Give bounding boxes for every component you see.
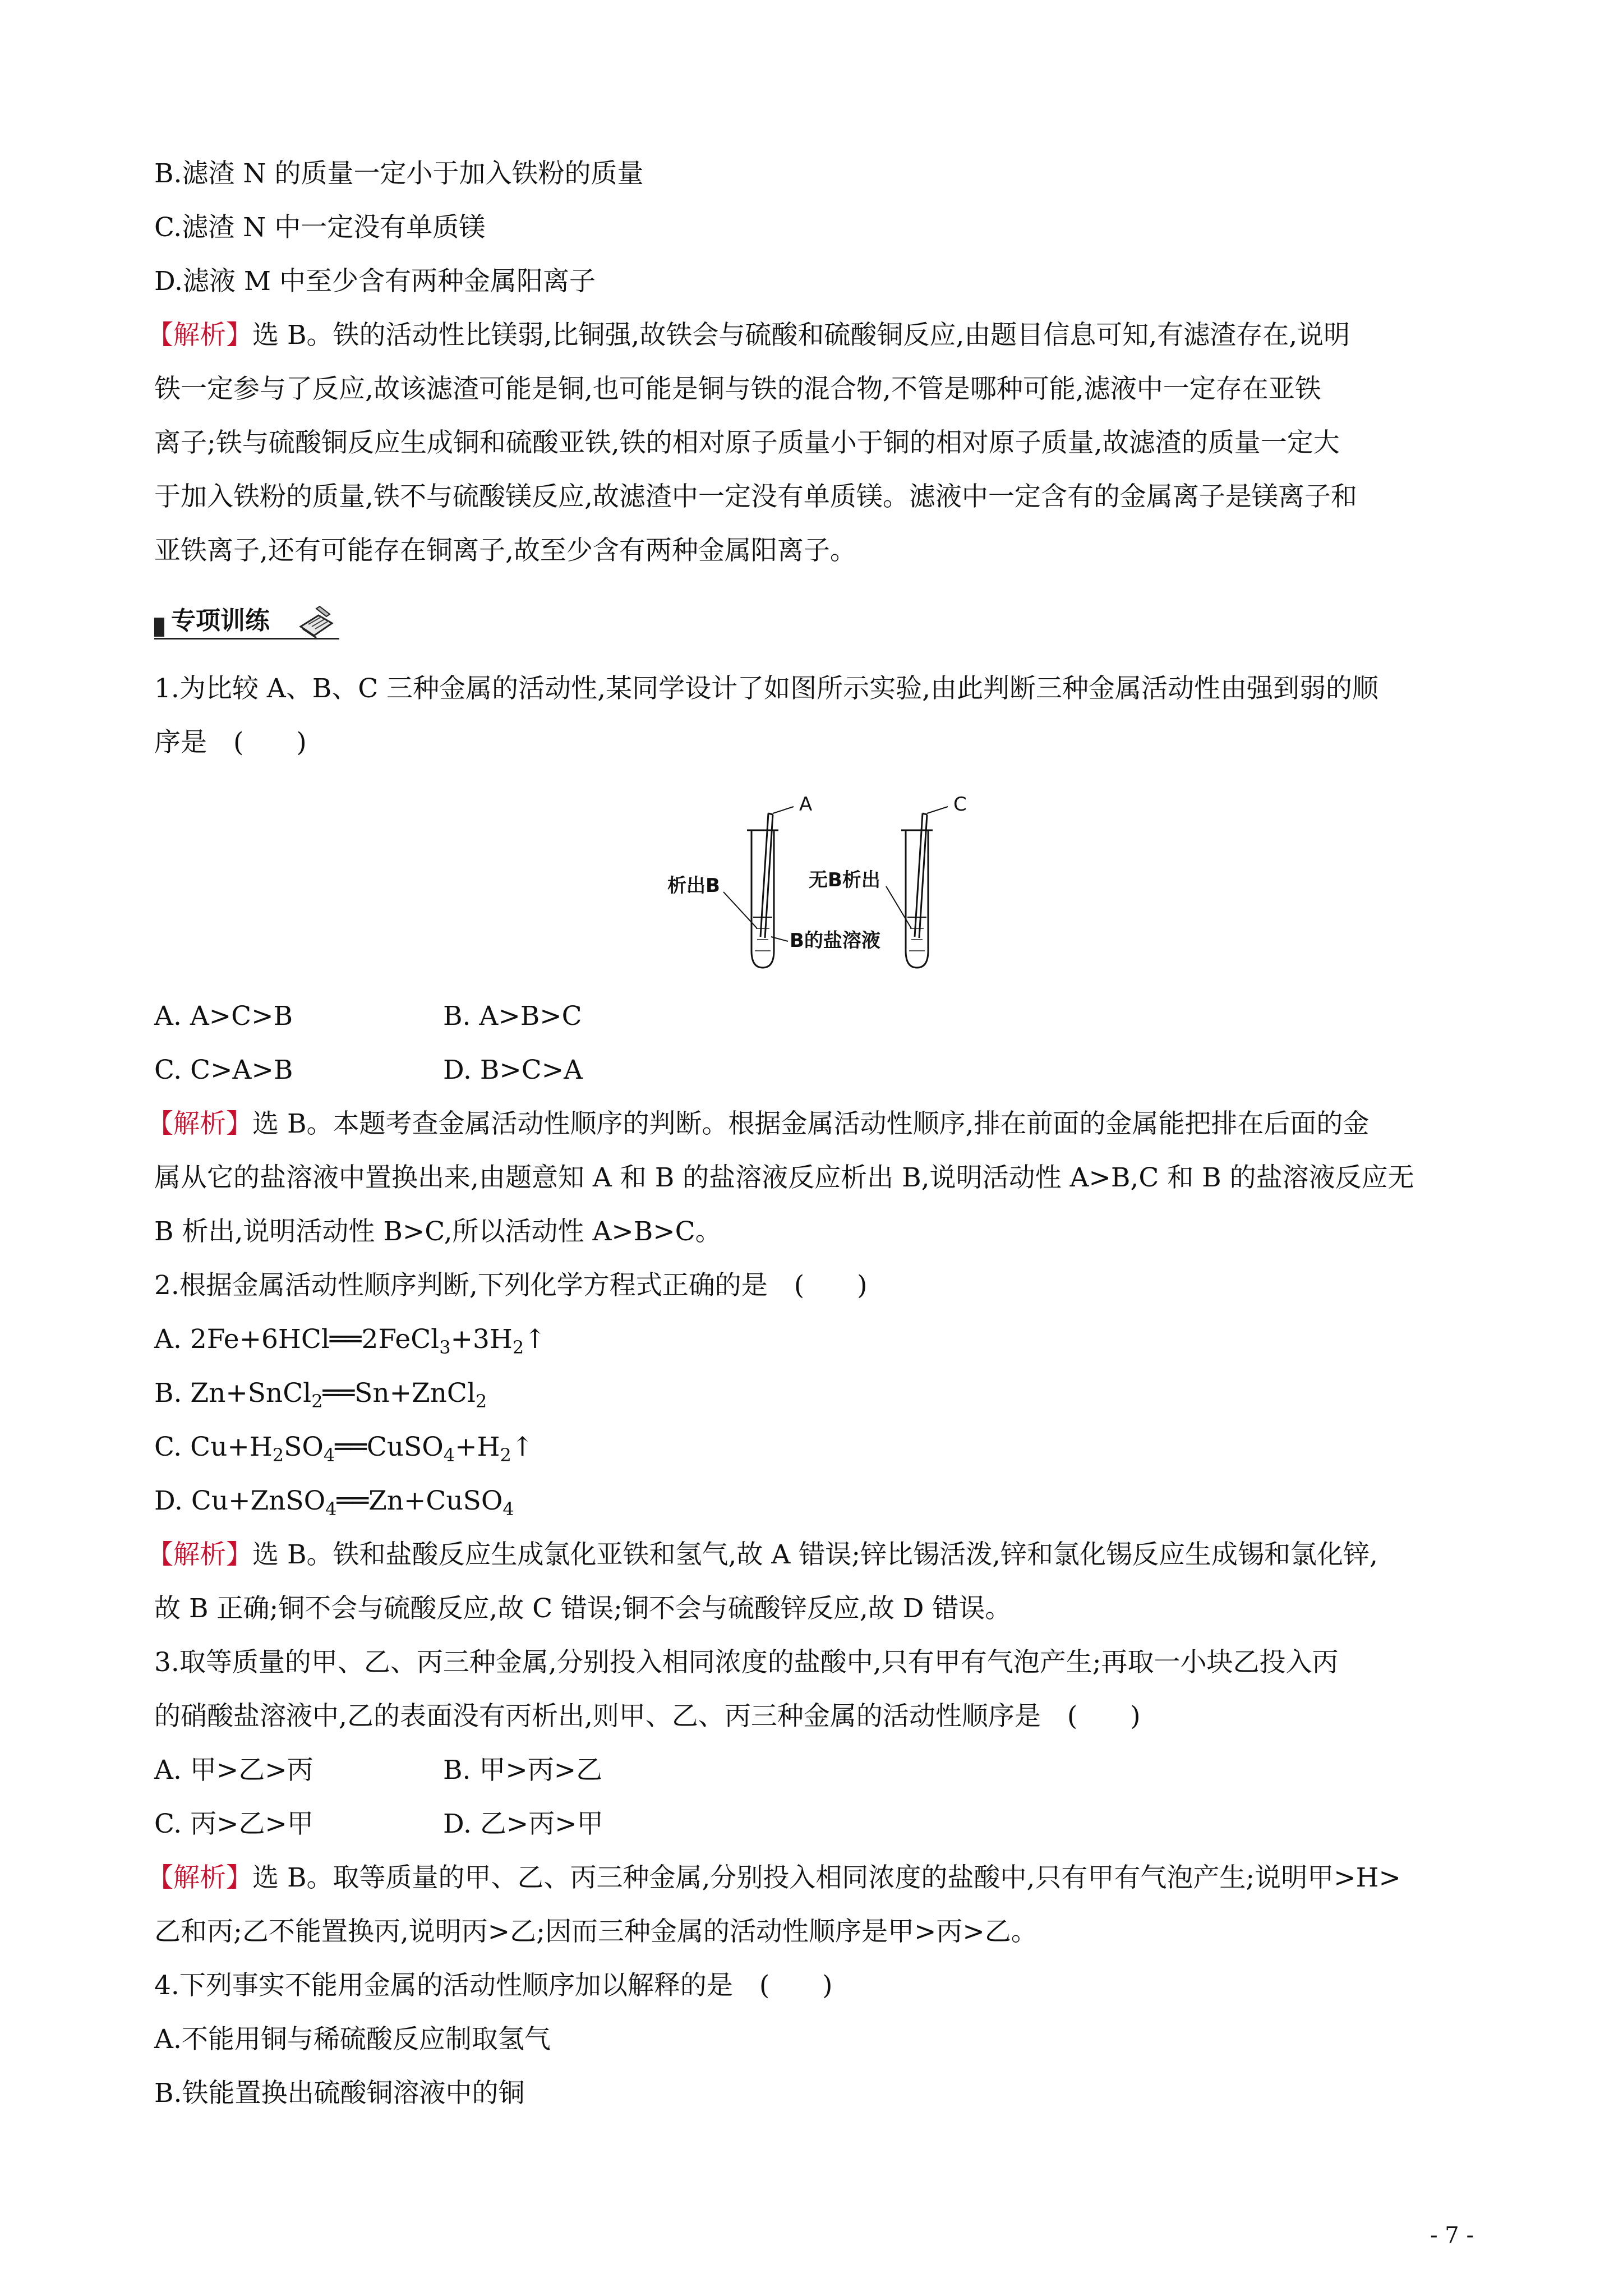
q3-option-b[interactable]: B. 甲>丙>乙 (443, 1755, 603, 1786)
question-1-options (154, 1052, 583, 1088)
analysis-line: 于加入铁粉的质量,铁不与硫酸镁反应,故滤渣中一定没有单质镁。滤液中一定含有的金属离子是镁离子和 (154, 481, 1357, 512)
question-3-options (154, 1752, 603, 1788)
q2-option-d[interactable]: D. Cu+ZnSO$_4$══Zn+CuSO$_4$ (154, 1485, 514, 1520)
label-b-salt-solution: B的盐溶液 (790, 930, 880, 952)
q1-option-c[interactable]: C. C>A>B (154, 1055, 293, 1085)
question-2-stem: 2.根据金属活动性顺序判断,下列化学方程式正确的是 ( ) (154, 1270, 868, 1301)
question-3-stem: 3.取等质量的甲、乙、丙三种金属,分别投入相同浓度的盐酸中,只有甲有气泡产生;再取一小块乙投入丙 (154, 1647, 1339, 1678)
metal-strip-c (915, 807, 948, 938)
question-1-stem: 序是 ( ) (154, 727, 307, 758)
question-1-stem: 1.为比较 A、B、C 三种金属的活动性,某同学设计了如图所示实验,由此判断三种金属活动性由强到弱的顺 (154, 673, 1379, 704)
analysis-line: 乙和丙;乙不能置换丙,说明丙>乙;因而三种金属的活动性顺序是甲>丙>乙。 (154, 1916, 1038, 1947)
page-number: - 7 - (1430, 2223, 1474, 2248)
label-no-b: 无B析出 (809, 869, 880, 891)
section-rule (154, 638, 339, 639)
q3-option-c[interactable]: C. 丙>乙>甲 (154, 1809, 313, 1839)
q3-option-a[interactable]: A. 甲>乙>丙 (154, 1755, 313, 1786)
q1-option-b[interactable]: B. A>B>C (443, 1001, 582, 1032)
q4-option-b[interactable]: B.铁能置换出硫酸铜溶液中的铜 (154, 2078, 525, 2109)
metal-strip-a (760, 807, 794, 938)
analysis-line: 【解析】选 B。铁和盐酸反应生成氯化亚铁和氢气,故 A 错误;锌比锡活泼,锌和氯化锡反应生成锡和氯化锌, (147, 1539, 1378, 1570)
question-1-options (154, 999, 582, 1034)
question-3-options (154, 1806, 603, 1842)
analysis-line: 属从它的盐溶液中置换出来,由题意知 A 和 B 的盐溶液反应析出 B,说明活动性 A>B,C 和 B 的盐溶液反应无 (154, 1162, 1414, 1193)
test-tube-figure (662, 791, 987, 976)
analysis-line: B 析出,说明活动性 B>C,所以活动性 A>B>C。 (154, 1216, 722, 1247)
analysis-tag: 【解析】 (147, 1539, 252, 1570)
q4-option-a[interactable]: A.不能用铜与稀硫酸反应制取氢气 (154, 2024, 551, 2055)
q2-option-c[interactable]: C. $Cu+H_2SO_4══CuSO_4+H_2↑$ (154, 1432, 534, 1466)
option-d-line: D.滤液 M 中至少含有两种金属阳离子 (154, 266, 596, 297)
analysis-line: 【解析】选 B。本题考查金属活动性顺序的判断。根据金属活动性顺序,排在前面的金属能把排在后面的金 (147, 1108, 1370, 1139)
analysis-line: 离子;铁与硫酸铜反应生成铜和硫酸亚铁,铁的相对原子质量小于铜的相对原子质量,故滤渣的质量一定大 (154, 427, 1340, 458)
analysis-tag: 【解析】 (147, 320, 252, 351)
q1-option-d[interactable]: D. B>C>A (443, 1055, 583, 1085)
section-bar (154, 618, 164, 637)
label-a: A (799, 793, 813, 816)
label-c: C (953, 793, 967, 816)
analysis-tag: 【解析】 (147, 1862, 252, 1893)
q2-option-a[interactable]: A. $2Fe+6HCl══2FeCl_3+3H_2↑$ (154, 1324, 546, 1358)
analysis-line: 【解析】选 B。铁的活动性比镁弱,比铜强,故铁会与硫酸和硫酸铜反应,由题目信息可知,有滤渣存在,说明 (147, 320, 1350, 351)
notebook-pencil-icon (297, 604, 336, 639)
label-precipitate-b: 析出B (667, 875, 720, 897)
option-c-line: C.滤渣 N 中一定没有单质镁 (154, 212, 486, 243)
question-3-stem: 的硝酸盐溶液中,乙的表面没有丙析出,则甲、乙、丙三种金属的活动性顺序是 ( ) (154, 1701, 1141, 1732)
q2-option-b[interactable]: B. Zn+SnCl$_2$══Sn+ZnCl$_2$ (154, 1378, 487, 1412)
analysis-line: 故 B 正确;铜不会与硫酸反应,故 C 错误;铜不会与硫酸锌反应,故 D 错误。 (154, 1593, 1012, 1624)
option-b-line: B.滤渣 N 的质量一定小于加入铁粉的质量 (154, 158, 644, 189)
question-4-stem: 4.下列事实不能用金属的活动性顺序加以解释的是 ( ) (154, 1970, 833, 2001)
analysis-line: 铁一定参与了反应,故该滤渣可能是铜,也可能是铜与铁的混合物,不管是哪种可能,滤液中一定存在亚铁 (154, 374, 1321, 404)
analysis-line: 亚铁离子,还有可能存在铜离子,故至少含有两种金属阳离子。 (154, 535, 856, 566)
analysis-line: 【解析】选 B。取等质量的甲、乙、丙三种金属,分别投入相同浓度的盐酸中,只有甲有气泡产生;说明甲>H> (147, 1862, 1401, 1893)
q1-option-a[interactable]: A. A>C>B (154, 1001, 293, 1032)
analysis-tag: 【解析】 (147, 1108, 252, 1139)
section-title: 专项训练 (171, 606, 270, 635)
q3-option-d[interactable]: D. 乙>丙>甲 (443, 1809, 603, 1839)
